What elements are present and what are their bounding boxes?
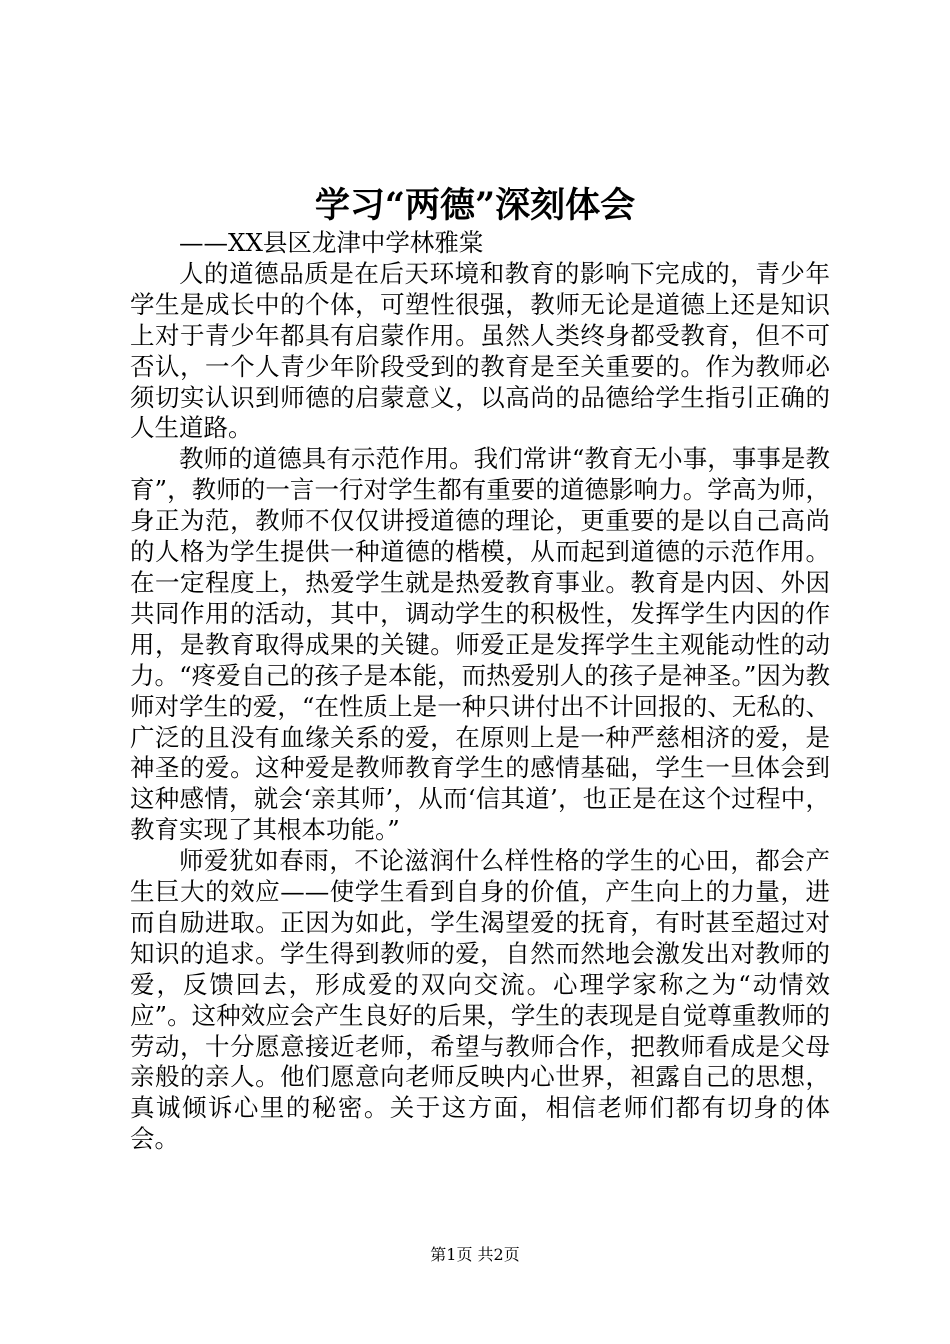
document-body	[130, 228, 830, 1155]
paragraph-3: 师爱犹如春雨，不论滋润什么样性格的学生的心田，都会产生巨大的效应——使学生看到自身的价值，产生向上的力量，进而自励进取。正因为如此，学生渴望爱的抚育，有时甚至超过对知识的追求。学生得到教师的爱，自然而然地会激发出对教师的爱，反馈回去，形成爱的双向交流。心理学家称之为“动情效应”。这种效应会产生良好的后果，学生的表现是自觉尊重教师的劳动，十分愿意接近老师，希望与教师合作，把教师看成是父母亲般的亲人。他们愿意向老师反映内心世界，袒露自己的思想，真诚倾诉心里的秘密。关于这方面，相信老师们都有切身的体会。	[130, 846, 830, 1154]
author-byline: ——XX县区龙津中学林雅棠	[179, 228, 484, 257]
document-title: 学习“两德”深刻体会	[314, 185, 636, 226]
page-number-footer: 第1页 共2页	[430, 1245, 520, 1264]
paragraph-1: 人的道德品质是在后天环境和教育的影响下完成的，青少年学生是成长中的个体，可塑性很强，教师无论是道德上还是知识上对于青少年都具有启蒙作用。虽然人类终身都受教育，但不可否认，一个人青少年阶段受到的教育是至关重要的。作为教师必须切实认识到师德的启蒙意义，以高尚的品德给学生指引正确的人生道路。	[130, 258, 830, 443]
paragraph-2: 教师的道德具有示范作用。我们常讲“教育无小事，事事是教育”，教师的一言一行对学生都有重要的道德影响力。学高为师，身正为范，教师不仅仅讲授道德的理论，更重要的是以自己高尚的人格为学生提供一种道德的楷模，从而起到道德的示范作用。在一定程度上，热爱学生就是热爱教育事业。教育是内因、外因共同作用的活动，其中，调动学生的积极性，发挥学生内因的作用，是教育取得成果的关键。师爱正是发挥学生主观能动性的动力。“疼爱自己的孩子是本能，而热爱别人的孩子是神圣。”因为教师对学生的爱，“在性质上是一种只讲付出不计回报的、无私的、广泛的且没有血缘关系的爱，在原则上是一种严慈相济的爱，是神圣的爱。这种爱是教师教育学生的感情基础，学生一旦体会到这种感情，就会‘亲其师’，从而‘信其道’，也正是在这个过程中，教育实现了其根本功能。”	[130, 444, 830, 845]
